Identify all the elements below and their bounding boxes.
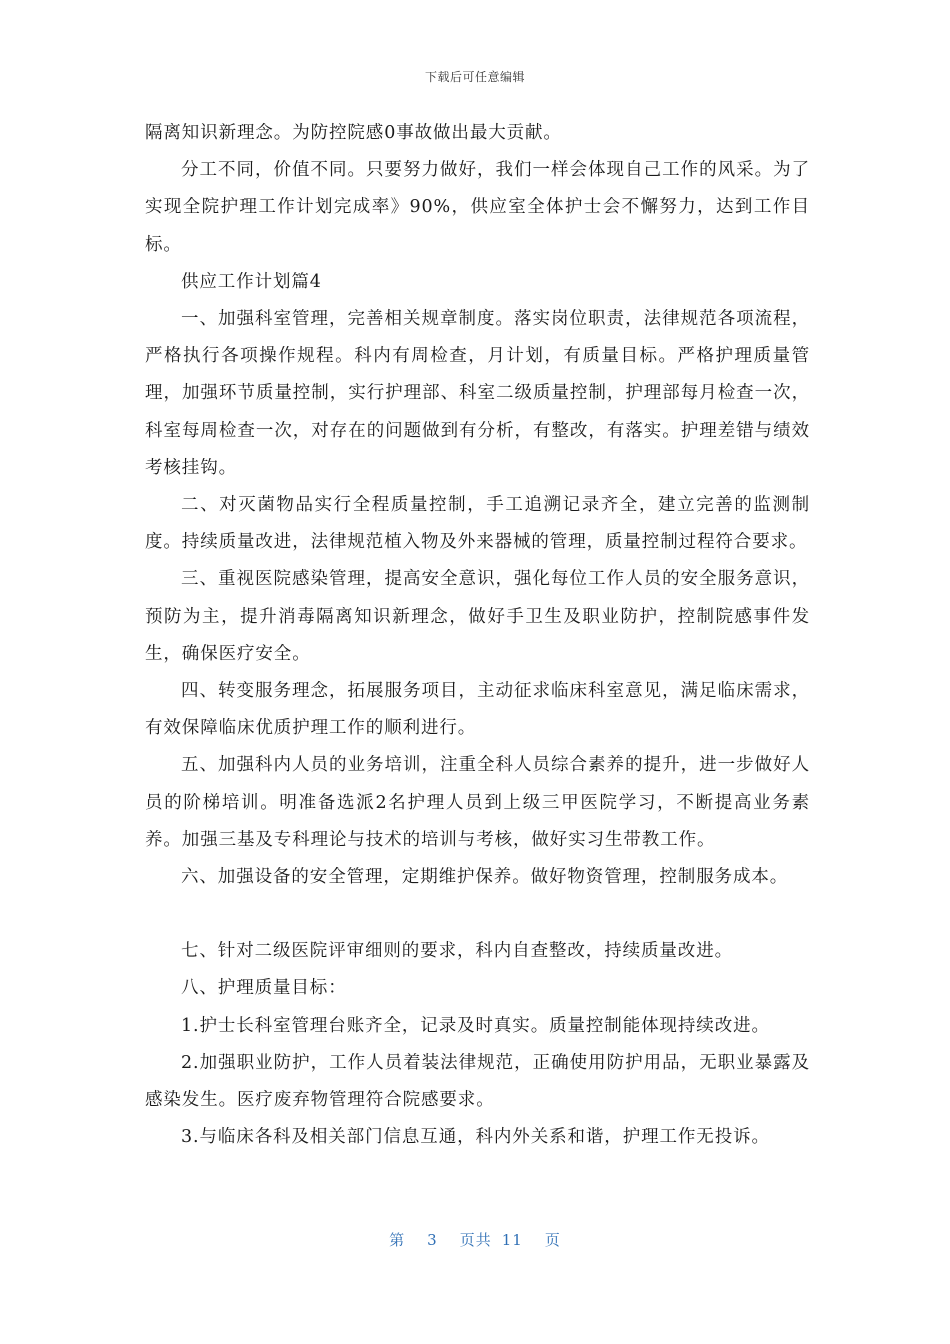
paragraph-continuation: 隔离知识新理念。为防控院感0事故做出最大贡献。 (145, 123, 562, 143)
goal-item-2: 2.加强职业防护，工作人员着装法律规范，正确使用防护用品，无职业暴露及感染发生。医疗废弃物管理符合院感要求。 (145, 1052, 810, 1111)
goal-item-1: 1.护士长科室管理台账齐全，记录及时真实。质量控制能体现持续改进。 (181, 1015, 770, 1036)
page-number (0, 1229, 950, 1250)
paragraph-item-5: 五、加强科内人员的业务培训，注重全科人员综合素养的提升，进一步做好人员的阶梯培训。明准备选派2名护理人员到上级三甲医院学习，不断提高业务素养。加强三基及专科理论与技术的培训与考核，做好实习生带教工作。 (145, 755, 810, 850)
section-heading: 供应工作计划篇4 (181, 271, 322, 292)
total-pages: 11 (501, 1231, 523, 1249)
paragraph-item-7: 七、针对二级医院评审细则的要求，科内自查整改，持续质量改进。 (181, 941, 733, 962)
goal-item-3: 3.与临床各科及相关部门信息互通，科内外关系和谐，护理工作无投诉。 (181, 1127, 770, 1148)
paragraph-item-2: 二、对灭菌物品实行全程质量控制，手工追溯记录齐全，建立完善的监测制度。持续质量改进，法律规范植入物及外来器械的管理，质量控制过程符合要求。 (145, 495, 810, 553)
paragraph-item-8: 八、护理质量目标： (181, 978, 347, 999)
paragraph-item-4: 四、转变服务理念，拓展服务项目，主动征求临床科室意见，满足临床需求，有效保障临床优质护理工作的顺利进行。 (145, 681, 810, 739)
page-mid: 页共 (459, 1231, 492, 1249)
paragraph-item-6: 六、加强设备的安全管理，定期维护保养。做好物资管理，控制服务成本。 (181, 867, 789, 888)
current-page: 3 (427, 1231, 438, 1249)
download-note: 下载后可任意编辑 (424, 70, 525, 84)
paragraph-item-3: 三、重视医院感染管理，提高安全意识，强化每位工作人员的安全服务意识，预防为主，提升消毒隔离知识新理念，做好手卫生及职业防护，控制院感事件发生，确保医疗安全。 (145, 569, 810, 664)
paragraph-item-1: 一、加强科室管理，完善相关规章制度。落实岗位职责，法律规范各项流程，严格执行各项操作规程。科内有周检查，月计划，有质量目标。严格护理质量管理，加强环节质量控制，实行护理部、科室二级质量控制，护理部每月检查一次，科室每周检查一次，对存在的问题做到有分析，有整改，有落实。护理差错与绩效考核挂钩。 (145, 309, 810, 478)
document-body (145, 115, 810, 1156)
page-prefix: 第 (389, 1231, 406, 1249)
paragraph-summary: 分工不同，价值不同。只要努力做好，我们一样会体现自己工作的风采。为了实现全院护理工作计划完成率》90%，供应室全体护士会不懈努力，达到工作目标。 (145, 160, 810, 255)
page-suffix: 页 (544, 1231, 561, 1249)
